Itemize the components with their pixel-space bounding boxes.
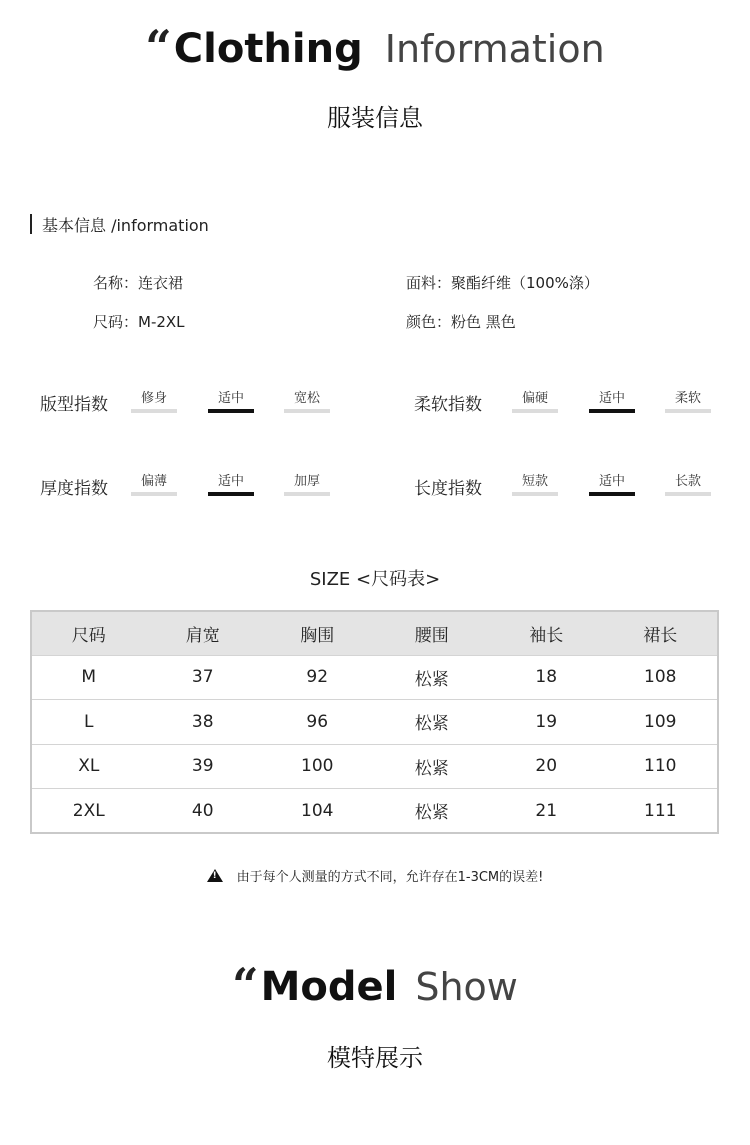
header-bust: 胸围	[300, 625, 335, 646]
table-cell: 108	[644, 667, 677, 688]
table-row	[31, 744, 718, 789]
section-marker	[30, 214, 32, 234]
fit-option-regular-bar	[208, 409, 254, 413]
table-cell: M	[81, 667, 97, 688]
quote-mark: “	[145, 20, 172, 74]
table-cell: 2XL	[72, 800, 105, 821]
heading-light-word: Show	[415, 965, 518, 1009]
table-header-row	[31, 611, 718, 655]
measurement-note	[0, 866, 750, 885]
header-sleeve: 袖长	[529, 625, 564, 646]
clothing-info-heading	[0, 20, 750, 80]
table-cell: 100	[301, 756, 334, 777]
table-cell: 松紧	[414, 803, 449, 823]
measurement-note-text: 由于每个人测量的方式不同，允许存在1-3CM的误差!	[236, 870, 544, 885]
model-show-subtitle: 模特展示	[327, 1044, 423, 1072]
length-option-long-bar	[665, 492, 711, 496]
clothing-info-subtitle: 服装信息	[327, 104, 423, 132]
table-row	[31, 655, 718, 700]
fit-option-regular: 适中	[217, 391, 244, 406]
table-cell: 109	[644, 711, 677, 732]
table-cell: 21	[535, 800, 558, 821]
table-cell: 38	[191, 711, 214, 732]
table-cell: 37	[191, 667, 214, 688]
softness-option-soft: 柔软	[674, 391, 701, 406]
thickness-option-medium: 适中	[217, 474, 244, 489]
length-option-long: 长款	[674, 474, 701, 489]
size-table-title: SIZE <尺码表>	[309, 569, 441, 590]
header-size: 尺码	[71, 625, 106, 646]
size-table	[30, 610, 719, 834]
table-cell: 松紧	[414, 669, 449, 690]
thickness-option-thick: 加厚	[293, 474, 320, 489]
thickness-option-thick-bar	[284, 492, 330, 496]
fit-option-slim: 修身	[140, 391, 167, 406]
thickness-index-label: 厚度指数	[40, 479, 108, 499]
table-cell: 19	[535, 711, 558, 732]
table-cell: L	[84, 711, 94, 732]
warning-icon	[207, 869, 223, 882]
fit-option-loose-bar	[284, 409, 330, 413]
softness-option-hard: 偏硬	[521, 391, 548, 406]
length-option-medium: 适中	[598, 474, 625, 489]
model-show-heading	[0, 958, 750, 1018]
thickness-option-thin: 偏薄	[140, 474, 167, 489]
table-cell: 松紧	[414, 758, 449, 779]
fit-option-loose: 宽松	[293, 391, 320, 406]
heading-light-word: Information	[384, 27, 605, 71]
header-waist: 腰围	[414, 625, 449, 646]
quote-mark: “	[232, 958, 259, 1012]
info-color: 颜色：粉色 黑色	[406, 313, 516, 331]
info-size: 尺码：M-2XL	[93, 313, 185, 331]
table-cell: 110	[644, 756, 677, 777]
thickness-option-medium-bar	[208, 492, 254, 496]
info-fabric: 面料：聚酯纤维（100%涤）	[406, 274, 599, 292]
fit-index-label: 版型指数	[40, 395, 108, 415]
softness-index-label: 柔软指数	[414, 395, 482, 415]
basic-info-label: 基本信息 /information	[42, 216, 209, 235]
header-dress-length: 裙长	[643, 625, 678, 646]
table-cell: 104	[301, 800, 334, 821]
table-cell: 松紧	[414, 714, 449, 735]
softness-option-hard-bar	[512, 409, 558, 413]
heading-bold-word: Clothing	[173, 26, 363, 72]
header-shoulder: 肩宽	[185, 625, 220, 646]
softness-option-medium: 适中	[598, 391, 625, 406]
table-cell: 40	[191, 800, 214, 821]
length-option-medium-bar	[589, 492, 635, 496]
length-option-short-bar	[512, 492, 558, 496]
softness-option-soft-bar	[665, 409, 711, 413]
table-cell: 20	[535, 756, 558, 777]
table-cell: 39	[191, 756, 214, 777]
table-cell: 18	[535, 667, 558, 688]
table-cell: 111	[644, 800, 677, 821]
info-name: 名称：连衣裙	[93, 274, 184, 292]
softness-option-medium-bar	[589, 409, 635, 413]
fit-option-slim-bar	[131, 409, 177, 413]
table-cell: XL	[78, 756, 100, 777]
table-row	[31, 700, 718, 745]
table-row	[31, 789, 718, 834]
table-cell: 96	[306, 711, 329, 732]
length-option-short: 短款	[521, 474, 548, 489]
length-index-label: 长度指数	[414, 479, 482, 499]
heading-bold-word: Model	[260, 964, 398, 1010]
table-cell: 92	[306, 667, 329, 688]
thickness-option-thin-bar	[131, 492, 177, 496]
